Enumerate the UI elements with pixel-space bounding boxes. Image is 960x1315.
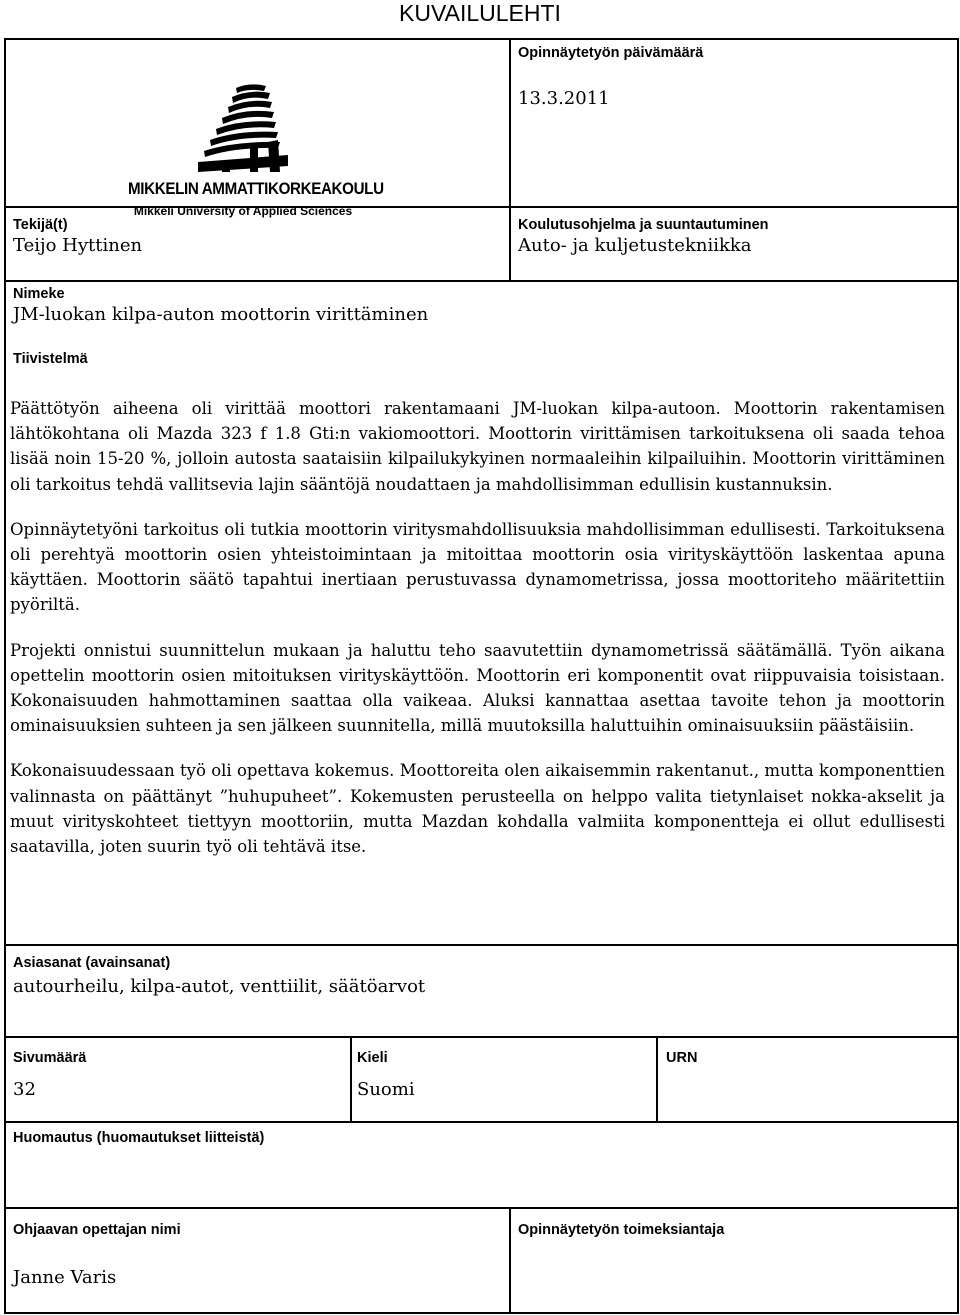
divider xyxy=(350,1036,352,1121)
thesis-name-value: JM-luokan kilpa-auton moottorin virittäminen xyxy=(13,304,429,325)
thesis-date-value: 13.3.2011 xyxy=(518,88,610,109)
divider xyxy=(656,1036,658,1121)
language-value: Suomi xyxy=(357,1079,415,1100)
page-count-label: Sivumäärä xyxy=(13,1050,87,1066)
urn-label: URN xyxy=(666,1050,698,1066)
supervisor-value: Janne Varis xyxy=(13,1267,117,1288)
logo-emblem-icon xyxy=(118,80,368,180)
notes-label: Huomautus (huomautukset liitteistä) xyxy=(13,1130,265,1146)
thesis-name-label: Nimeke xyxy=(13,286,65,302)
page-count-value: 32 xyxy=(13,1079,36,1100)
supervisor-label: Ohjaavan opettajan nimi xyxy=(13,1222,181,1238)
authors-label: Tekijä(t) xyxy=(13,217,68,233)
abstract-body xyxy=(10,396,945,879)
abstract-paragraph: Kokonaisuudessaan työ oli opettava kokemus. Moottoreita olen aikaisemmin rakentanut., mutta komponenttien valinnasta on päättänyt ”huhupuheet”. Kokemusten perusteella on helppo valita tietynlaiset nokka-akselit ja muut virityskohteet tiettyyn moottoriin, mutta Mazdan kohdalla valmiita komponentteja ei ollut edullisesti saatavilla, joten suurin työ oli tehtävä itse. xyxy=(10,761,945,857)
abstract-paragraph: Opinnäytetyöni tarkoitus oli tutkia moottorin viritysmahdollisuuksia mahdollisimman edullisesti. Tarkoituksena oli perehtyä moottorin osien yhteistoimintaan ja mitoittaa moottorin osia virityskäyttöön laskentaa apuna käyttäen. Moottorin säätö tapahtui inertiaan perustuvassa dynamometrissa, jossa moottoriteho määritettiin pyöriltä. xyxy=(10,519,945,615)
divider xyxy=(509,1207,511,1312)
divider xyxy=(6,1121,957,1123)
divider xyxy=(6,280,957,282)
divider xyxy=(6,1207,957,1209)
keywords-value: autourheilu, kilpa-autot, venttiilit, säätöarvot xyxy=(13,976,426,997)
programme-value: Auto- ja kuljetustekniikka xyxy=(518,235,752,256)
commissioner-label: Opinnäytetyön toimeksiantaja xyxy=(518,1222,725,1238)
keywords-label: Asiasanat (avainsanat) xyxy=(13,955,171,971)
logo-name: MIKKELIN AMMATTIKORKEAKOULU xyxy=(128,180,384,198)
divider xyxy=(6,944,957,946)
logo-subtitle: Mikkeli University of Applied Sciences xyxy=(133,204,353,218)
programme-label: Koulutusohjelma ja suuntautuminen xyxy=(518,217,769,233)
divider xyxy=(509,40,511,280)
document-title: KUVAILULEHTI xyxy=(399,0,561,26)
abstract-paragraph: Projekti onnistui suunnittelun mukaan ja haluttu teho saavutettiin dynamometrissä säätämällä. Työn aikana opettelin moottorin osien mitoituksen virityskäyttöön. Moottorin eri komponentit ovat riippuvaisia toisistaan. Kokonaisuuden hahmottaminen saattaa olla vaikeaa. Aluksi kannattaa asettaa tavoite tehon ja moottorin ominaisuuksien suhteen ja sen jälkeen suunnitella, millä muutoksilla haluttuihin ominaisuuksiin päästäisiin. xyxy=(10,640,945,736)
abstract-paragraph: Päättötyön aiheena oli virittää moottori rakentamaani JM-luokan kilpa-autoon. Moottorin rakentamisen lähtökohtana oli Mazda 323 f 1.8 Gti:n vakiomoottori. Moottorin virittämisen tarkoituksena oli saada tehoa lisää noin 15-20 %, jolloin autosta saataisiin kilpailukykyinen normaaleihin kilpailuihin. Moottorin virittäminen oli tarkoitus tehdä vallitsevia lajin sääntöjä noudattaen ja mahdollisimman edullisin kustannuksin. xyxy=(10,399,945,494)
abstract-label: Tiivistelmä xyxy=(13,351,88,367)
authors-value: Teijo Hyttinen xyxy=(13,235,143,256)
divider xyxy=(6,1036,957,1038)
thesis-date-label: Opinnäytetyön päivämäärä xyxy=(518,45,704,61)
university-logo xyxy=(118,80,384,225)
language-label: Kieli xyxy=(357,1050,388,1066)
